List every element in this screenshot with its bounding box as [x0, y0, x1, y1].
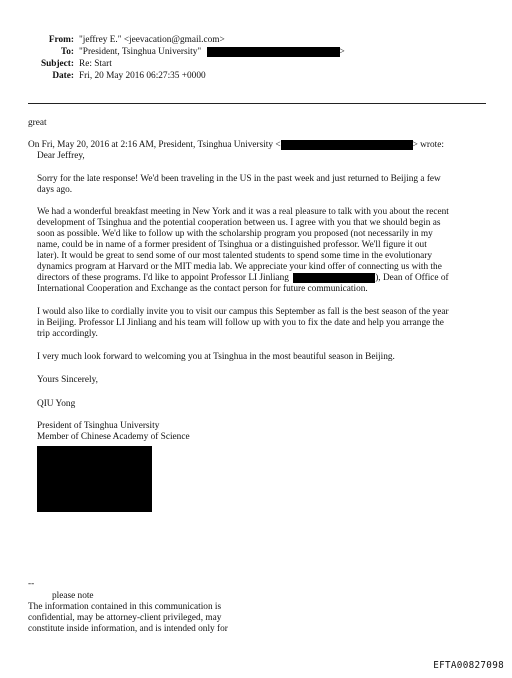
please-note: please note [52, 591, 94, 601]
from-value: "jeffrey E." <jeevacation@gmail.com> [79, 35, 225, 45]
paragraph-line: dynamics program at Harvard or the MIT media lab. We appreciate your kind offer of connecting us with the [37, 262, 442, 272]
from-label: From: [48, 35, 74, 45]
paragraph-1 [37, 174, 482, 196]
to-value: "President, Tsinghua University" [79, 47, 202, 58]
paragraph-4: I very much look forward to welcoming you at Tsinghua in the most beautiful season in Beijing. [37, 352, 395, 362]
disclaimer-line: constitute inside information, and is intended only for [28, 624, 228, 634]
document-id: EFTA00827098 [433, 660, 504, 671]
subject-value: Re: Start [79, 59, 112, 69]
signer-title: President of Tsinghua University [37, 421, 160, 431]
subject-label: Subject: [40, 59, 74, 69]
signature-dashes: -- [28, 579, 35, 589]
redaction-block [293, 273, 375, 283]
paragraph-line: International Cooperation and Exchange as the contact person for future communication. [37, 284, 368, 295]
to-label: To: [60, 47, 74, 57]
disclaimer-line: confidential, may be attorney-client privileged, may [28, 613, 222, 623]
paragraph-line: soon as possible. We'd like to follow up with the scholarship program you proposed (not necessarily in my [37, 229, 433, 239]
disclaimer-line: The information contained in this communication is [28, 602, 222, 612]
date-label: Date: [52, 71, 74, 81]
paragraph-line: development of Tsinghua and the potential cooperation between us. I agree with you that we should begin as [37, 218, 441, 228]
to-value-wrap [79, 47, 345, 58]
dean-text: ), Dean of Office of [375, 273, 449, 284]
quote-intro-start: On Fri, May 20, 2016 at 2:16 AM, President, Tsinghua University < [28, 140, 281, 151]
redaction-block [281, 140, 413, 150]
reply-text: great [28, 118, 47, 128]
quote-intro [28, 140, 444, 151]
quote-intro-end: > wrote: [412, 140, 444, 151]
paragraph-line: I would also like to cordially invite you to visit our campus this September as fall is the best season of the year [37, 307, 449, 317]
paragraph-3 [37, 307, 482, 340]
date-value: Fri, 20 May 2016 06:27:35 +0000 [79, 71, 206, 81]
closing: Yours Sincerely, [37, 375, 98, 385]
paragraph-line: later). It would be great to send some of our most talented students to spend some time in the evolutionary [37, 251, 433, 261]
signer-name: QIU Yong [37, 399, 76, 409]
header-divider [28, 103, 486, 104]
paragraph-line: name, could be in name of a former president of Tsinghua or a distinguished professor. We'll figure it out [37, 240, 427, 250]
to-suffix: > [339, 47, 345, 58]
paragraph-line [37, 273, 482, 284]
paragraph-line: days ago. [37, 185, 73, 195]
appoint-text: directors of these programs. I'd like to appoint Professor LI Jinliang [37, 273, 289, 284]
paragraph-2 [37, 207, 482, 295]
paragraph-line: We had a wonderful breakfast meeting in New York and it was a real pleasure to talk with you about the recent [37, 207, 449, 217]
signer-affiliation: Member of Chinese Academy of Science [37, 432, 190, 442]
paragraph-line: Sorry for the late response! We'd been traveling in the US in the past week and just returned to Beijing a few [37, 174, 441, 184]
greeting: Dear Jeffrey, [37, 151, 85, 161]
paragraph-line: trip accordingly. [37, 329, 98, 339]
paragraph-line: in Beijing. Professor LI Jinliang and his team will follow up with you to fix the date and help you arrange the [37, 318, 444, 328]
redaction-block [37, 446, 152, 512]
redaction-block [207, 47, 340, 57]
disclaimer [28, 602, 473, 635]
